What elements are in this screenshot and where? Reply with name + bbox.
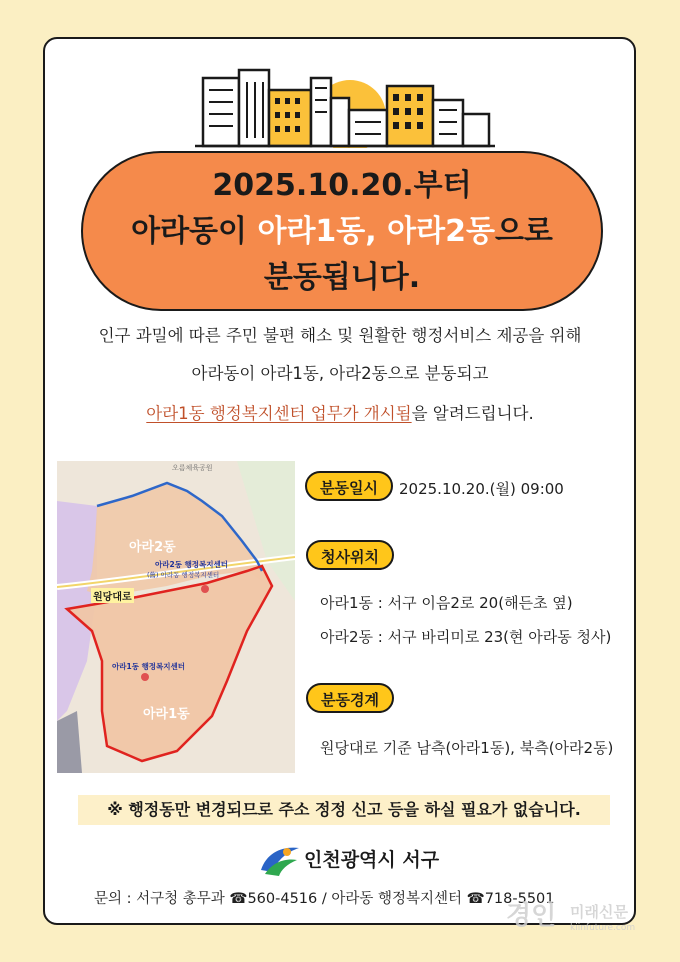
- org-name: 인천광역시 서구: [304, 849, 440, 871]
- headline-highlight: 아라1동, 아라2동: [257, 214, 495, 249]
- location-ara2: 아라2동 : 서구 바리미로 23(현 아라동 청사): [320, 628, 612, 646]
- contact-info: 문의 : 서구청 총무과 ☎560-4516 / 아라동 행정복지센터 ☎718-5501: [94, 891, 555, 907]
- intro-line-3: [0, 400, 680, 424]
- seogu-logo-icon: [257, 840, 303, 878]
- map-center-1-label: 아라1동 행정복지센터: [112, 662, 186, 671]
- intro-line-1: 인구 과밀에 따른 주민 불편 해소 및 원활한 행정서비스 제공을 위해: [98, 326, 582, 345]
- intro-accent: 아라1동 행정복지센터 업무가 개시됨: [146, 404, 412, 423]
- map-road-label: 원당대로: [91, 588, 134, 603]
- notice-banner: ※ 행정동만 변경되므로 주소 정정 신고 등을 하실 필요가 없습니다.: [78, 795, 610, 825]
- headline-line-2c: 으로: [494, 214, 553, 249]
- location-ara1: 아라1동 : 서구 이음2로 20(해든초 옆): [320, 594, 573, 612]
- district-map-graphic: [57, 461, 295, 773]
- map-center-2-label: 아라2동 행정복지센터: [155, 560, 229, 569]
- location-label-pill: 청사위치: [306, 540, 394, 570]
- headline-line-2a: 아라동이: [131, 214, 258, 249]
- boundary-value: 원당대로 기준 남측(아라1동), 북측(아라2동): [320, 739, 614, 757]
- headline-banner: [81, 151, 603, 311]
- intro-line-2: 아라동이 아라1동, 아라2동으로 분동되고: [191, 364, 489, 383]
- watermark-sub: 미래신문: [570, 903, 628, 921]
- map-label-ara1: 아라1동: [143, 707, 190, 722]
- date-value: 2025.10.20.(월) 09:00: [399, 480, 564, 498]
- watermark-url: kiinfuture.com: [570, 923, 636, 933]
- intro-line-3-rest: 을 알려드립니다.: [411, 404, 534, 423]
- map-label-ara2: 아라2동: [129, 540, 176, 555]
- boundary-label-pill: 분동경계: [306, 683, 394, 713]
- headline-line-2: [83, 209, 601, 255]
- date-label-pill: 분동일시: [305, 471, 393, 501]
- headline-line-1: 2025.10.20.부터: [212, 168, 472, 203]
- map-center-old-label: (舊) 아라동 행정복지센터: [147, 571, 220, 579]
- watermark: [506, 893, 666, 943]
- district-map: [57, 461, 295, 773]
- city-skyline-icon: [195, 66, 495, 148]
- headline-line-3: 분동됩니다.: [263, 260, 421, 295]
- map-top-label: 오름체육공원: [172, 464, 213, 472]
- watermark-main: 경인: [506, 901, 557, 931]
